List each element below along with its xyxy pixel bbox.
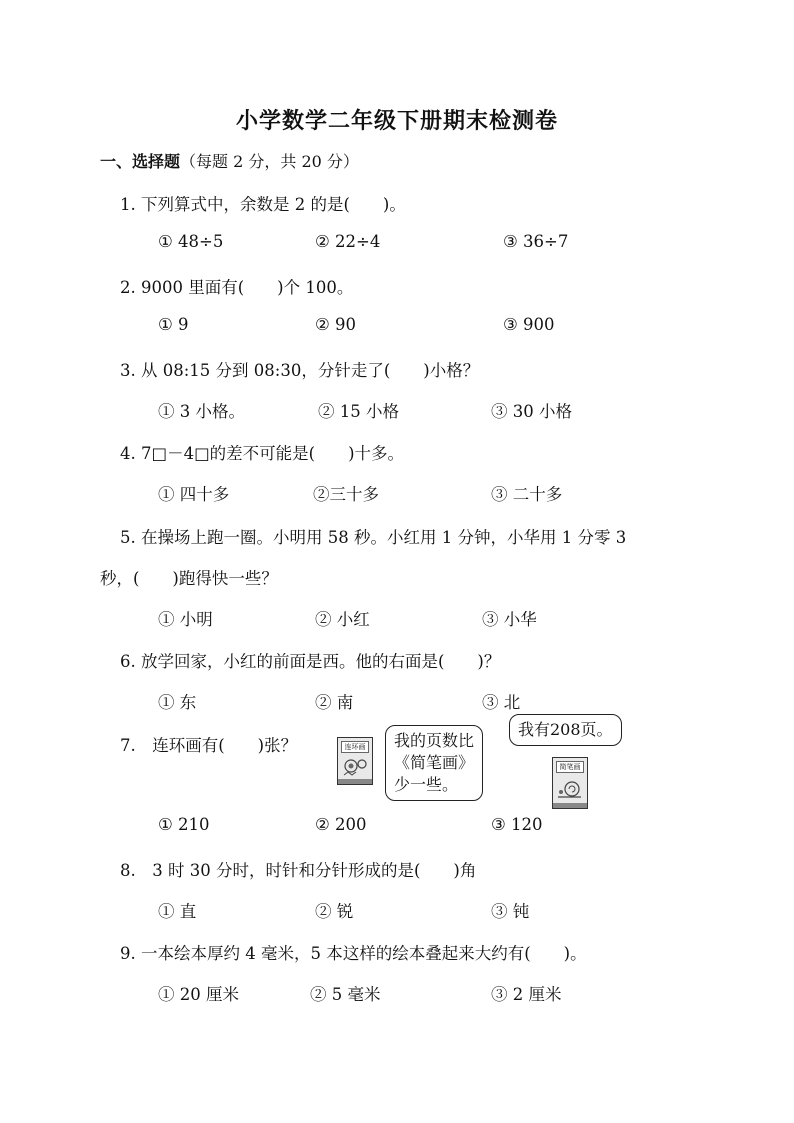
snail-icon: [555, 775, 585, 803]
question-7: 7. 连环画有( )张？: [120, 736, 298, 755]
q4-option-1[interactable]: ① 四十多: [158, 485, 230, 504]
q5-option-1[interactable]: ① 小明: [158, 610, 213, 629]
q7-option-2[interactable]: ② 200: [315, 815, 367, 834]
bubble-line-2: 《简笔画》: [394, 753, 475, 772]
q8-option-2[interactable]: ② 锐: [315, 902, 354, 921]
q4-option-2[interactable]: ②三十多: [313, 485, 379, 504]
q1-option-2[interactable]: ② 22÷4: [315, 232, 381, 251]
q1-option-3[interactable]: ③ 36÷7: [503, 232, 569, 251]
bubble-line-3: 少一些。: [394, 775, 459, 794]
q8-option-1[interactable]: ① 直: [158, 902, 197, 921]
q9-option-1[interactable]: ① 20 厘米: [158, 985, 239, 1004]
q9-option-2[interactable]: ② 5 毫米: [310, 985, 381, 1004]
book-label: 连环画: [341, 741, 369, 753]
section-heading-label: 一、选择题: [100, 152, 181, 171]
q2-option-3[interactable]: ③ 900: [503, 315, 555, 334]
comic-book-image: [337, 737, 373, 785]
question-5-continued: 秒，( )跑得快一些？: [100, 569, 278, 588]
question-9: 9. 一本绘本厚约 4 毫米，5 本这样的绘本叠起来大约有( )。: [120, 944, 587, 963]
question-3: 3. 从 08:15 分到 08:30，分针走了( )小格？: [120, 361, 480, 380]
bubble-line-1: 我的页数比: [394, 731, 475, 750]
sketch-book-image: [552, 757, 588, 809]
question-1: 1. 下列算式中，余数是 2 的是( )。: [120, 195, 406, 214]
q1-option-1[interactable]: ① 48÷5: [158, 232, 224, 251]
q9-option-3[interactable]: ③ 2 厘米: [491, 985, 562, 1004]
speech-bubble-comic: [385, 725, 483, 801]
book2-label: 简笔画: [556, 761, 584, 773]
q6-option-3[interactable]: ③ 北: [482, 693, 521, 712]
q3-option-3[interactable]: ③ 30 小格: [491, 402, 572, 421]
question-6: 6. 放学回家，小红的前面是西。他的右面是( )？: [120, 652, 501, 671]
q3-option-1[interactable]: ① 3 小格。: [158, 402, 245, 421]
q5-option-3[interactable]: ③ 小华: [482, 610, 537, 629]
question-4: 4. 7□－4□的差不可能是( )十多。: [120, 444, 405, 463]
section-heading: [100, 149, 359, 172]
q5-option-2[interactable]: ② 小红: [315, 610, 370, 629]
q3-option-2[interactable]: ② 15 小格: [318, 402, 399, 421]
cartoon-icon: [340, 754, 370, 778]
q4-option-3[interactable]: ③ 二十多: [491, 485, 563, 504]
question-5: 5. 在操场上跑一圈。小明用 58 秒。小红用 1 分钟，小华用 1 分零 3: [120, 528, 627, 547]
book-spine: [338, 779, 372, 784]
q6-option-1[interactable]: ① 东: [158, 693, 197, 712]
q2-option-2[interactable]: ② 90: [315, 315, 357, 334]
q6-option-2[interactable]: ② 南: [315, 693, 354, 712]
q7-option-1[interactable]: ① 210: [158, 815, 210, 834]
section-heading-note: （每题 2 分，共 20 分）: [180, 152, 359, 171]
q8-option-3[interactable]: ③ 钝: [491, 902, 530, 921]
speech-bubble-sketch: 我有208页。: [509, 714, 622, 746]
question-2: 2. 9000 里面有( )个 100。: [120, 278, 354, 297]
page-title: 小学数学二年级下册期末检测卷: [235, 108, 558, 134]
q2-option-1[interactable]: ① 9: [158, 315, 189, 334]
question-8: 8. 3 时 30 分时，时针和分针形成的是( )角: [120, 861, 477, 880]
q7-option-3[interactable]: ③ 120: [491, 815, 543, 834]
book2-spine: [553, 803, 587, 808]
